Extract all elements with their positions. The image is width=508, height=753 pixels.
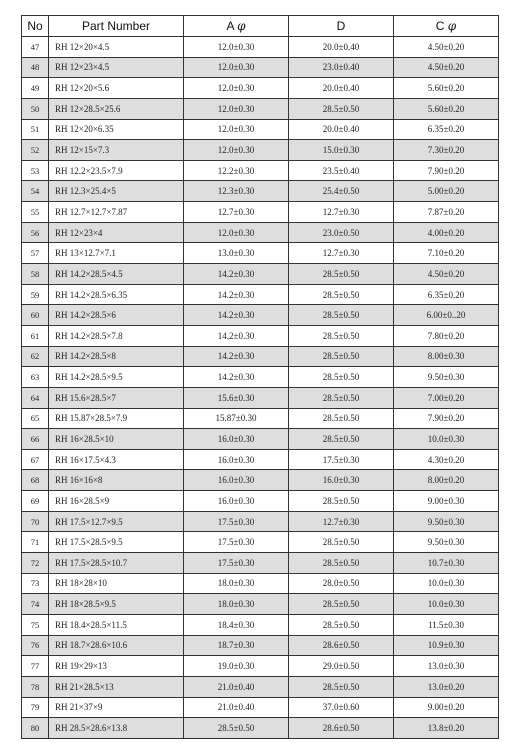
row-no: 70 (22, 511, 49, 532)
row-c-diameter: 9.50±0.30 (394, 511, 499, 532)
table-row (22, 305, 499, 326)
phi-symbol: φ (447, 19, 457, 33)
row-part-number: RH 12.3×25.4×5 (49, 181, 184, 202)
row-no: 77 (22, 656, 49, 677)
row-c-diameter: 9.00±0.20 (394, 697, 499, 718)
table-row (22, 98, 499, 119)
row-c-diameter: 4.50±0.20 (394, 37, 499, 58)
row-a-diameter: 12.7±0.30 (184, 202, 289, 223)
row-a-diameter: 12.0±0.30 (184, 119, 289, 140)
row-part-number: RH 12×23×4.5 (49, 57, 184, 78)
row-c-diameter: 4.50±0.20 (394, 57, 499, 78)
row-d-value: 17.5±0.30 (289, 449, 394, 470)
row-part-number: RH 12×20×6.35 (49, 119, 184, 140)
row-no: 47 (22, 37, 49, 58)
row-c-diameter: 9.00±0.30 (394, 491, 499, 512)
row-c-diameter: 4.00±0.20 (394, 222, 499, 243)
row-part-number: RH 12×15×7.3 (49, 140, 184, 161)
table-header-row (22, 16, 499, 37)
row-part-number: RH 21×28.5×13 (49, 676, 184, 697)
row-part-number: RH 13×12.7×7.1 (49, 243, 184, 264)
row-a-diameter: 17.5±0.30 (184, 532, 289, 553)
row-part-number: RH 15.6×28.5×7 (49, 387, 184, 408)
row-no: 56 (22, 222, 49, 243)
header-no: No (22, 16, 49, 37)
row-a-diameter: 14.2±0.30 (184, 367, 289, 388)
table-row (22, 222, 499, 243)
header-c-label: C (435, 19, 445, 33)
row-a-diameter: 12.0±0.30 (184, 78, 289, 99)
row-no: 78 (22, 676, 49, 697)
row-part-number: RH 14.2×28.5×8 (49, 346, 184, 367)
table-row (22, 408, 499, 429)
row-c-diameter: 5.60±0.20 (394, 78, 499, 99)
row-no: 74 (22, 594, 49, 615)
row-a-diameter: 12.2±0.30 (184, 160, 289, 181)
table-row (22, 532, 499, 553)
row-no: 67 (22, 449, 49, 470)
row-no: 68 (22, 470, 49, 491)
row-no: 76 (22, 635, 49, 656)
table-row (22, 243, 499, 264)
header-a-label: A (226, 19, 234, 33)
row-no: 60 (22, 305, 49, 326)
row-d-value: 28.6±0.50 (289, 718, 394, 739)
row-no: 53 (22, 160, 49, 181)
row-d-value: 28.5±0.50 (289, 367, 394, 388)
row-a-diameter: 16.0±0.30 (184, 470, 289, 491)
row-d-value: 16.0±0.30 (289, 470, 394, 491)
row-part-number: RH 12×20×4.5 (49, 37, 184, 58)
row-no: 48 (22, 57, 49, 78)
row-no: 80 (22, 718, 49, 739)
row-a-diameter: 15.6±0.30 (184, 387, 289, 408)
row-d-value: 28.6±0.50 (289, 635, 394, 656)
row-part-number: RH 18.4×28.5×11.5 (49, 614, 184, 635)
row-part-number: RH 12.7×12.7×7.87 (49, 202, 184, 223)
row-part-number: RH 18×28.5×9.5 (49, 594, 184, 615)
row-c-diameter: 9.50±0.30 (394, 367, 499, 388)
row-no: 55 (22, 202, 49, 223)
table-row (22, 160, 499, 181)
row-part-number: RH 17.5×28.5×10.7 (49, 553, 184, 574)
row-part-number: RH 14.2×28.5×9.5 (49, 367, 184, 388)
row-d-value: 12.7±0.30 (289, 243, 394, 264)
row-part-number: RH 14.2×28.5×6.35 (49, 284, 184, 305)
header-a-phi (184, 16, 289, 37)
row-part-number: RH 12×20×5.6 (49, 78, 184, 99)
row-part-number: RH 14.2×28.5×6 (49, 305, 184, 326)
row-a-diameter: 19.0±0.30 (184, 656, 289, 677)
row-d-value: 28.5±0.50 (289, 532, 394, 553)
row-c-diameter: 7.87±0.20 (394, 202, 499, 223)
row-c-diameter: 10.0±0.30 (394, 594, 499, 615)
row-c-diameter: 10.0±0.30 (394, 573, 499, 594)
row-c-diameter: 13.0±0.30 (394, 656, 499, 677)
row-part-number: RH 14.2×28.5×4.5 (49, 264, 184, 285)
row-c-diameter: 13.0±0.20 (394, 676, 499, 697)
row-c-diameter: 8.00±0.30 (394, 346, 499, 367)
row-c-diameter: 4.50±0.20 (394, 264, 499, 285)
phi-symbol: φ (237, 19, 246, 33)
table-row (22, 284, 499, 305)
row-d-value: 37.0±0.60 (289, 697, 394, 718)
table-row (22, 656, 499, 677)
table-row (22, 449, 499, 470)
table-row (22, 119, 499, 140)
row-no: 57 (22, 243, 49, 264)
row-d-value: 28.5±0.50 (289, 284, 394, 305)
table-row (22, 264, 499, 285)
parts-table (21, 15, 499, 739)
table-row (22, 511, 499, 532)
row-d-value: 28.5±0.50 (289, 594, 394, 615)
row-part-number: RH 17.5×28.5×9.5 (49, 532, 184, 553)
row-no: 61 (22, 325, 49, 346)
table-row (22, 697, 499, 718)
row-no: 58 (22, 264, 49, 285)
row-d-value: 20.0±0.40 (289, 119, 394, 140)
table-row (22, 573, 499, 594)
row-d-value: 12.7±0.30 (289, 202, 394, 223)
row-part-number: RH 12.2×23.5×7.9 (49, 160, 184, 181)
row-a-diameter: 13.0±0.30 (184, 243, 289, 264)
row-d-value: 28.5±0.50 (289, 614, 394, 635)
row-no: 75 (22, 614, 49, 635)
row-a-diameter: 17.5±0.30 (184, 511, 289, 532)
row-no: 73 (22, 573, 49, 594)
row-part-number: RH 21×37×9 (49, 697, 184, 718)
table-row (22, 325, 499, 346)
row-part-number: RH 19×29×13 (49, 656, 184, 677)
row-a-diameter: 12.0±0.30 (184, 57, 289, 78)
row-a-diameter: 14.2±0.30 (184, 305, 289, 326)
header-c-phi (394, 16, 499, 37)
row-no: 72 (22, 553, 49, 574)
row-no: 59 (22, 284, 49, 305)
row-c-diameter: 7.80±0.20 (394, 325, 499, 346)
row-d-value: 25.4±0.50 (289, 181, 394, 202)
row-no: 50 (22, 98, 49, 119)
row-c-diameter: 6.35±0.20 (394, 119, 499, 140)
table-row (22, 202, 499, 223)
row-d-value: 23.0±0.40 (289, 57, 394, 78)
row-no: 49 (22, 78, 49, 99)
row-c-diameter: 7.90±0.20 (394, 408, 499, 429)
row-a-diameter: 14.2±0.30 (184, 284, 289, 305)
row-c-diameter: 13.8±0.20 (394, 718, 499, 739)
row-part-number: RH 16×17.5×4.3 (49, 449, 184, 470)
table-body (22, 37, 499, 739)
row-a-diameter: 12.0±0.30 (184, 98, 289, 119)
row-a-diameter: 21.0±0.40 (184, 676, 289, 697)
row-a-diameter: 28.5±0.50 (184, 718, 289, 739)
row-no: 54 (22, 181, 49, 202)
row-d-value: 23.5±0.40 (289, 160, 394, 181)
row-d-value: 28.5±0.50 (289, 305, 394, 326)
row-no: 64 (22, 387, 49, 408)
row-c-diameter: 6.35±0.20 (394, 284, 499, 305)
table-row (22, 470, 499, 491)
table-row (22, 429, 499, 450)
row-part-number: RH 16×16×8 (49, 470, 184, 491)
table-row (22, 140, 499, 161)
row-c-diameter: 5.60±0.20 (394, 98, 499, 119)
table-row (22, 367, 499, 388)
row-c-diameter: 5.00±0.20 (394, 181, 499, 202)
row-a-diameter: 16.0±0.30 (184, 429, 289, 450)
row-c-diameter: 7.90±0.20 (394, 160, 499, 181)
table-row (22, 37, 499, 58)
row-d-value: 12.7±0.30 (289, 511, 394, 532)
header-d: D (289, 16, 394, 37)
row-a-diameter: 17.5±0.30 (184, 553, 289, 574)
row-part-number: RH 28.5×28.6×13.8 (49, 718, 184, 739)
row-part-number: RH 17.5×12.7×9.5 (49, 511, 184, 532)
row-part-number: RH 18.7×28.6×10.6 (49, 635, 184, 656)
row-d-value: 28.5±0.50 (289, 387, 394, 408)
row-d-value: 28.5±0.50 (289, 408, 394, 429)
table-row (22, 676, 499, 697)
row-c-diameter: 8.00±0.20 (394, 470, 499, 491)
row-no: 66 (22, 429, 49, 450)
row-no: 65 (22, 408, 49, 429)
row-part-number: RH 12×28.5×25.6 (49, 98, 184, 119)
row-no: 79 (22, 697, 49, 718)
row-c-diameter: 4.30±0.20 (394, 449, 499, 470)
row-d-value: 28.5±0.50 (289, 98, 394, 119)
row-d-value: 20.0±0.40 (289, 37, 394, 58)
row-a-diameter: 12.0±0.30 (184, 140, 289, 161)
table-row (22, 346, 499, 367)
row-no: 51 (22, 119, 49, 140)
row-a-diameter: 14.2±0.30 (184, 346, 289, 367)
row-a-diameter: 14.2±0.30 (184, 264, 289, 285)
header-part-number: Part Number (49, 16, 184, 37)
row-a-diameter: 12.0±0.30 (184, 37, 289, 58)
row-a-diameter: 16.0±0.30 (184, 449, 289, 470)
row-part-number: RH 18×28×10 (49, 573, 184, 594)
row-d-value: 15.0±0.30 (289, 140, 394, 161)
table-row (22, 57, 499, 78)
row-d-value: 28.0±0.50 (289, 573, 394, 594)
row-d-value: 28.5±0.50 (289, 553, 394, 574)
row-a-diameter: 18.4±0.30 (184, 614, 289, 635)
row-d-value: 23.0±0.50 (289, 222, 394, 243)
row-no: 69 (22, 491, 49, 512)
table-row (22, 594, 499, 615)
row-part-number: RH 15.87×28.5×7.9 (49, 408, 184, 429)
table-row (22, 387, 499, 408)
table-row (22, 78, 499, 99)
row-a-diameter: 21.0±0.40 (184, 697, 289, 718)
row-part-number: RH 16×28.5×10 (49, 429, 184, 450)
row-part-number: RH 12×23×4 (49, 222, 184, 243)
row-no: 63 (22, 367, 49, 388)
row-c-diameter: 11.5±0.30 (394, 614, 499, 635)
row-d-value: 28.5±0.50 (289, 491, 394, 512)
row-a-diameter: 12.0±0.30 (184, 222, 289, 243)
row-d-value: 28.5±0.50 (289, 325, 394, 346)
row-d-value: 28.5±0.50 (289, 429, 394, 450)
row-a-diameter: 18.0±0.30 (184, 594, 289, 615)
row-c-diameter: 10.7±0.30 (394, 553, 499, 574)
row-c-diameter: 6.00±0..20 (394, 305, 499, 326)
row-a-diameter: 14.2±0.30 (184, 325, 289, 346)
table-row (22, 718, 499, 739)
table-row (22, 181, 499, 202)
row-d-value: 28.5±0.50 (289, 264, 394, 285)
row-c-diameter: 7.00±0.20 (394, 387, 499, 408)
row-no: 71 (22, 532, 49, 553)
table-row (22, 553, 499, 574)
row-d-value: 20.0±0.40 (289, 78, 394, 99)
row-a-diameter: 16.0±0.30 (184, 491, 289, 512)
row-no: 62 (22, 346, 49, 367)
row-d-value: 29.0±0.50 (289, 656, 394, 677)
row-a-diameter: 18.0±0.30 (184, 573, 289, 594)
row-c-diameter: 10.9±0.30 (394, 635, 499, 656)
row-c-diameter: 7.10±0.20 (394, 243, 499, 264)
row-d-value: 28.5±0.50 (289, 346, 394, 367)
row-part-number: RH 16×28.5×9 (49, 491, 184, 512)
row-a-diameter: 18.7±0.30 (184, 635, 289, 656)
table-row (22, 491, 499, 512)
row-part-number: RH 14.2×28.5×7.8 (49, 325, 184, 346)
row-c-diameter: 9.50±0.30 (394, 532, 499, 553)
row-a-diameter: 12.3±0.30 (184, 181, 289, 202)
row-d-value: 28.5±0.50 (289, 676, 394, 697)
row-c-diameter: 10.0±0.30 (394, 429, 499, 450)
row-no: 52 (22, 140, 49, 161)
table-row (22, 614, 499, 635)
row-c-diameter: 7.30±0.20 (394, 140, 499, 161)
table-row (22, 635, 499, 656)
parts-table-sheet (21, 15, 498, 739)
row-a-diameter: 15.87±0.30 (184, 408, 289, 429)
